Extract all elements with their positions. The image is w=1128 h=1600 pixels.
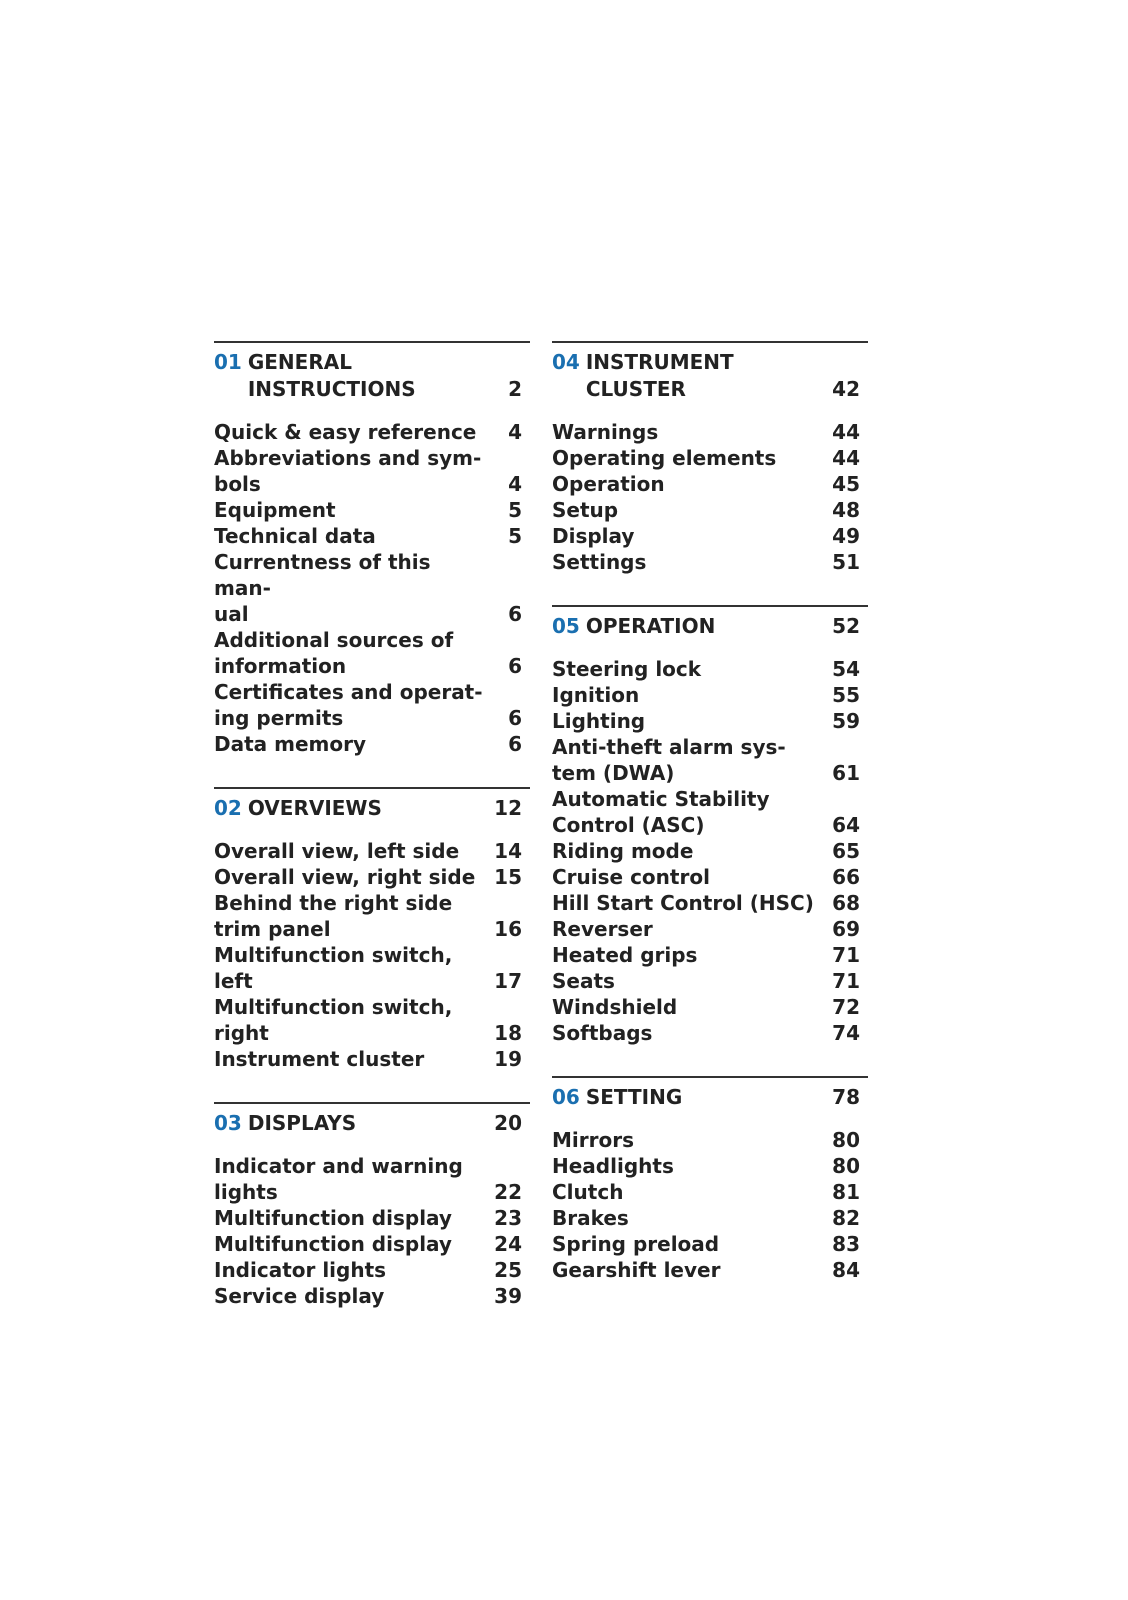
entry-label: Reverser bbox=[552, 917, 653, 941]
toc-entry[interactable] bbox=[214, 549, 530, 627]
entry-page-number: 66 bbox=[832, 865, 860, 889]
entry-page-number: 23 bbox=[494, 1206, 522, 1230]
toc-section bbox=[552, 605, 868, 1046]
entry-page-number: 69 bbox=[832, 917, 860, 941]
toc-entry[interactable] bbox=[214, 1257, 530, 1283]
entry-label: Cruise control bbox=[552, 865, 710, 889]
entry-label: Indicator and warning lights bbox=[214, 1154, 463, 1204]
toc-entry[interactable] bbox=[552, 471, 868, 497]
toc-entry[interactable] bbox=[214, 1205, 530, 1231]
entry-page-number: 44 bbox=[832, 420, 860, 444]
section-page-number: 42 bbox=[832, 377, 860, 401]
toc-section bbox=[214, 341, 530, 757]
toc-entry[interactable] bbox=[552, 890, 868, 916]
section-number: 03 bbox=[214, 1111, 242, 1135]
section-title bbox=[552, 349, 826, 403]
entry-page-number: 25 bbox=[494, 1258, 522, 1282]
entry-label: Warnings bbox=[552, 420, 659, 444]
section-heading[interactable] bbox=[552, 613, 868, 640]
toc-entry[interactable] bbox=[214, 419, 530, 445]
entry-label: Data memory bbox=[214, 732, 367, 756]
entry-label: Spring preload bbox=[552, 1232, 720, 1256]
entry-label: Gearshift lever bbox=[552, 1258, 721, 1282]
entry-label: Overall view, left side bbox=[214, 839, 460, 863]
section-heading[interactable] bbox=[214, 1110, 530, 1137]
toc-entry[interactable] bbox=[214, 942, 530, 994]
toc-entry[interactable] bbox=[552, 1257, 868, 1283]
entry-page-number: 4 bbox=[508, 472, 522, 496]
entry-page-number: 68 bbox=[832, 891, 860, 915]
toc-column-left bbox=[214, 341, 530, 1339]
entry-label: Ignition bbox=[552, 683, 640, 707]
section-page-number: 12 bbox=[494, 796, 522, 820]
entry-label: Windshield bbox=[552, 995, 678, 1019]
section-name: INSTRUMENT CLUSTER bbox=[585, 350, 734, 401]
entry-page-number: 64 bbox=[832, 813, 860, 837]
entry-label: Certificates and operat- ing permits bbox=[214, 680, 483, 730]
entry-page-number: 80 bbox=[832, 1154, 860, 1178]
toc-section bbox=[552, 1076, 868, 1283]
entry-label: Multifunction display bbox=[214, 1206, 452, 1230]
toc-entry[interactable] bbox=[552, 994, 868, 1020]
toc-entry[interactable] bbox=[552, 708, 868, 734]
entry-label: Hill Start Control (HSC) bbox=[552, 891, 814, 915]
toc-entry[interactable] bbox=[214, 1153, 530, 1205]
section-number: 06 bbox=[552, 1085, 580, 1109]
section-page-number: 20 bbox=[494, 1111, 522, 1135]
entry-page-number: 51 bbox=[832, 550, 860, 574]
section-heading[interactable] bbox=[214, 349, 530, 403]
section-title bbox=[214, 1110, 488, 1137]
entry-label: Multifunction switch, left bbox=[214, 943, 453, 993]
toc-entry[interactable] bbox=[214, 627, 530, 679]
section-page-number: 2 bbox=[508, 377, 522, 401]
entry-label: Operating elements bbox=[552, 446, 777, 470]
toc-entry[interactable] bbox=[214, 864, 530, 890]
toc-entry[interactable] bbox=[214, 1283, 530, 1309]
entry-page-number: 4 bbox=[508, 420, 522, 444]
entry-page-number: 72 bbox=[832, 995, 860, 1019]
toc-entry[interactable] bbox=[552, 497, 868, 523]
toc-section bbox=[552, 341, 868, 575]
entry-page-number: 39 bbox=[494, 1284, 522, 1308]
toc-entry[interactable] bbox=[552, 1231, 868, 1257]
section-number: 04 bbox=[552, 350, 580, 374]
entry-label: Behind the right side trim panel bbox=[214, 891, 453, 941]
entry-label: Seats bbox=[552, 969, 615, 993]
toc-entry[interactable] bbox=[214, 523, 530, 549]
entry-page-number: 84 bbox=[832, 1258, 860, 1282]
section-name: GENERAL INSTRUCTIONS bbox=[247, 350, 416, 401]
entry-label: Brakes bbox=[552, 1206, 629, 1230]
entry-page-number: 59 bbox=[832, 709, 860, 733]
toc-entry[interactable] bbox=[552, 1205, 868, 1231]
section-page-number: 52 bbox=[832, 614, 860, 638]
toc-entry[interactable] bbox=[552, 1153, 868, 1179]
section-name: SETTING bbox=[585, 1085, 683, 1109]
toc-entry[interactable] bbox=[552, 445, 868, 471]
section-title bbox=[214, 795, 488, 822]
entry-page-number: 49 bbox=[832, 524, 860, 548]
entry-page-number: 19 bbox=[494, 1047, 522, 1071]
toc-entry[interactable] bbox=[214, 497, 530, 523]
entry-page-number: 74 bbox=[832, 1021, 860, 1045]
entry-page-number: 44 bbox=[832, 446, 860, 470]
section-heading[interactable] bbox=[214, 795, 530, 822]
toc-entry[interactable] bbox=[214, 731, 530, 757]
entry-label: Display bbox=[552, 524, 635, 548]
entry-label: Indicator lights bbox=[214, 1258, 387, 1282]
section-name: DISPLAYS bbox=[247, 1111, 357, 1135]
toc-section bbox=[214, 787, 530, 1072]
entry-label: Steering lock bbox=[552, 657, 702, 681]
entry-page-number: 81 bbox=[832, 1180, 860, 1204]
entry-label: Additional sources of information bbox=[214, 628, 454, 678]
toc-column-right bbox=[552, 341, 868, 1313]
toc-entry[interactable] bbox=[552, 1127, 868, 1153]
entry-page-number: 17 bbox=[494, 969, 522, 993]
entry-label: Quick & easy reference bbox=[214, 420, 477, 444]
section-heading[interactable] bbox=[552, 1084, 868, 1111]
entry-page-number: 82 bbox=[832, 1206, 860, 1230]
toc-entry[interactable] bbox=[552, 864, 868, 890]
toc-entry[interactable] bbox=[552, 916, 868, 942]
entry-label: Clutch bbox=[552, 1180, 624, 1204]
section-title bbox=[552, 1084, 826, 1111]
toc-entry[interactable] bbox=[214, 1046, 530, 1072]
entry-page-number: 61 bbox=[832, 761, 860, 785]
toc-entry[interactable] bbox=[214, 679, 530, 731]
entry-page-number: 6 bbox=[508, 654, 522, 678]
entry-label: Mirrors bbox=[552, 1128, 634, 1152]
entry-page-number: 5 bbox=[508, 498, 522, 522]
toc-entry[interactable] bbox=[552, 734, 868, 786]
entry-page-number: 22 bbox=[494, 1180, 522, 1204]
toc-entry[interactable] bbox=[214, 445, 530, 497]
toc-entry[interactable] bbox=[552, 1179, 868, 1205]
section-title bbox=[552, 613, 826, 640]
entry-label: Headlights bbox=[552, 1154, 674, 1178]
entry-page-number: 18 bbox=[494, 1021, 522, 1045]
section-name: OPERATION bbox=[585, 614, 716, 638]
toc-entry[interactable] bbox=[552, 838, 868, 864]
entry-label: Heated grips bbox=[552, 943, 698, 967]
entry-label: Automatic Stability Control (ASC) bbox=[552, 787, 770, 837]
section-name: OVERVIEWS bbox=[247, 796, 382, 820]
entry-page-number: 48 bbox=[832, 498, 860, 522]
entry-label: Equipment bbox=[214, 498, 336, 522]
toc-entry[interactable] bbox=[552, 549, 868, 575]
entry-page-number: 45 bbox=[832, 472, 860, 496]
toc-entry[interactable] bbox=[552, 419, 868, 445]
entry-page-number: 16 bbox=[494, 917, 522, 941]
entry-label: Lighting bbox=[552, 709, 646, 733]
entry-label: Softbags bbox=[552, 1021, 653, 1045]
section-number: 05 bbox=[552, 614, 580, 638]
toc-entry[interactable] bbox=[552, 682, 868, 708]
toc-entry[interactable] bbox=[552, 523, 868, 549]
entry-page-number: 6 bbox=[508, 732, 522, 756]
entry-label: Multifunction switch, right bbox=[214, 995, 453, 1045]
toc-entry[interactable] bbox=[552, 968, 868, 994]
entry-page-number: 14 bbox=[494, 839, 522, 863]
entry-label: Operation bbox=[552, 472, 665, 496]
entry-label: Service display bbox=[214, 1284, 385, 1308]
entry-page-number: 5 bbox=[508, 524, 522, 548]
entry-label: Abbreviations and sym- bols bbox=[214, 446, 482, 496]
entry-page-number: 15 bbox=[494, 865, 522, 889]
entry-label: Multifunction display bbox=[214, 1232, 452, 1256]
toc-entry[interactable] bbox=[552, 1020, 868, 1046]
toc-entry[interactable] bbox=[552, 786, 868, 838]
toc-entry[interactable] bbox=[552, 942, 868, 968]
entry-label: Overall view, right side bbox=[214, 865, 476, 889]
entry-page-number: 55 bbox=[832, 683, 860, 707]
toc-entry[interactable] bbox=[552, 656, 868, 682]
entry-page-number: 54 bbox=[832, 657, 860, 681]
entry-page-number: 71 bbox=[832, 943, 860, 967]
entry-page-number: 83 bbox=[832, 1232, 860, 1256]
entry-label: Settings bbox=[552, 550, 647, 574]
entry-page-number: 6 bbox=[508, 706, 522, 730]
entry-label: Technical data bbox=[214, 524, 376, 548]
entry-label: Currentness of this man- ual bbox=[214, 550, 431, 626]
entry-label: Setup bbox=[552, 498, 619, 522]
toc-entry[interactable] bbox=[214, 994, 530, 1046]
section-number: 02 bbox=[214, 796, 242, 820]
entry-label: Anti-theft alarm sys- tem (DWA) bbox=[552, 735, 786, 785]
entry-page-number: 6 bbox=[508, 602, 522, 626]
section-number: 01 bbox=[214, 350, 242, 374]
entry-page-number: 24 bbox=[494, 1232, 522, 1256]
toc-entry[interactable] bbox=[214, 1231, 530, 1257]
entry-label: Instrument cluster bbox=[214, 1047, 425, 1071]
toc-entry[interactable] bbox=[214, 890, 530, 942]
entry-page-number: 80 bbox=[832, 1128, 860, 1152]
toc-section bbox=[214, 1102, 530, 1309]
section-heading[interactable] bbox=[552, 349, 868, 403]
toc-entry[interactable] bbox=[214, 838, 530, 864]
entry-page-number: 65 bbox=[832, 839, 860, 863]
section-title bbox=[214, 349, 488, 403]
section-page-number: 78 bbox=[832, 1085, 860, 1109]
entry-label: Riding mode bbox=[552, 839, 694, 863]
entry-page-number: 71 bbox=[832, 969, 860, 993]
